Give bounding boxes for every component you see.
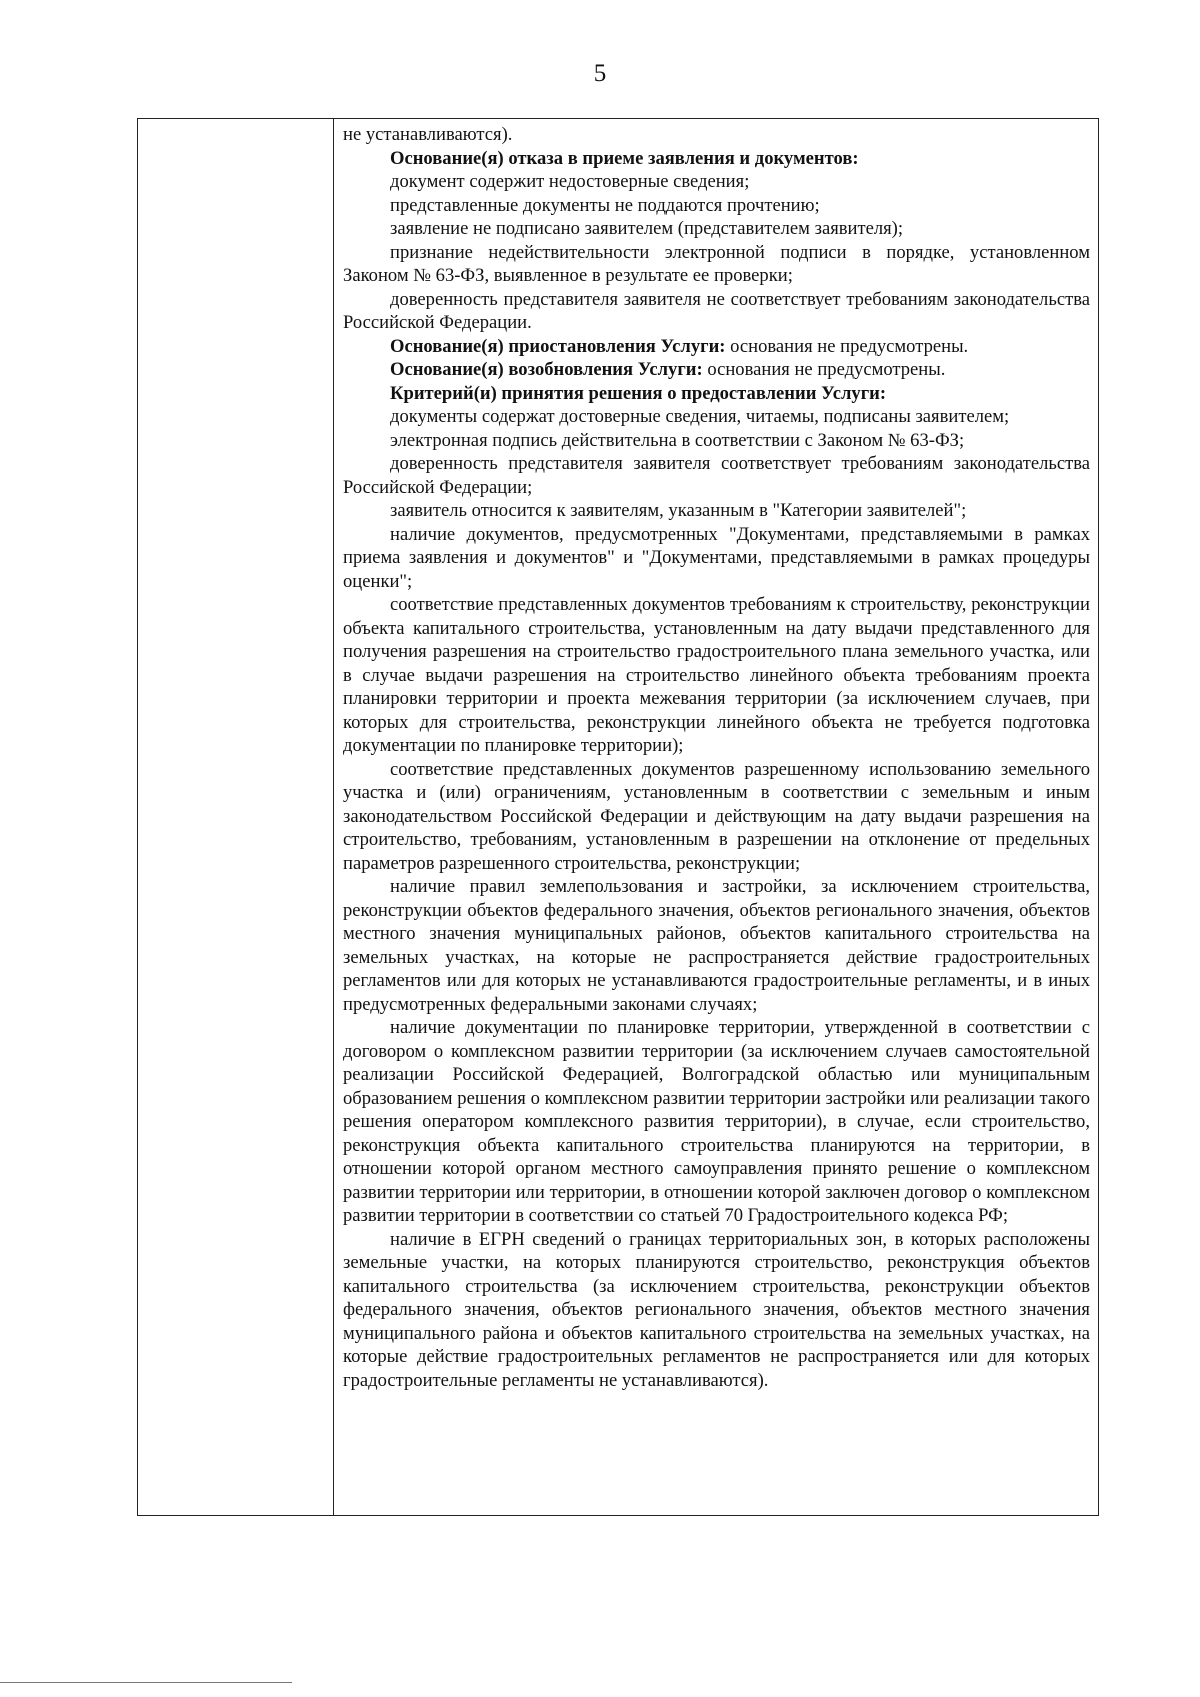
paragraph: заявление не подписано заявителем (представителем заявителя); [390,218,904,239]
paragraph: электронная подпись действительна в соответствии с Законом № 63-ФЗ; [390,429,965,451]
paragraph: доверенность представителя заявителя соответствует требованиям законодательства Российской Федерации; [343,453,1090,498]
paragraph: представленные документы не поддаются прочтению; [390,194,820,216]
document-table [137,118,1099,1516]
paragraph: наличие документов, предусмотренных "Документами, представляемыми в рамках приема заявления и документов" и "Документами, представляемыми в рамках процедуры оценки"; [343,523,1090,592]
heading-decision-criteria: Критерий(и) принятия решения о предоставлении Услуги: [390,382,887,404]
paragraph: доверенность представителя заявителя не соответствует требованиям законодательства Российской Федерации. [343,288,1090,333]
paragraph: заявитель относится к заявителям, указанным в "Категории заявителей"; [390,500,967,521]
paragraph: документы содержат достоверные сведения, читаемы, подписаны заявителем; [390,406,1010,427]
paragraph: наличие документации по планировке территории, утвержденной в соответствии с договором о комплексном развитии территории (за исключением случаев самостоятельной реализации Российской Федерацией, Волгоградской областью или муниципальным образованием решения о комплексном развитии территории застройки или реализации такого решения оператором комплексного развития территории), в случае, если строительство, реконструкция объекта капитального строительства планируются на территории, в отношении которой органом местного самоуправления принято решение о комплексном развитии территории или территории, в отношении которой заключен договор о комплексном развитии территории в соответствии со статьей 70 Градостроительного кодекса РФ; [343,1017,1090,1226]
paragraph: не устанавливаются). [343,124,513,145]
heading-suspension-grounds: Основание(я) приостановления Услуги: основания не предусмотрены. [390,335,969,357]
table-right-column [335,119,1098,1515]
table-left-column [138,119,334,1515]
paragraph: признание недействительности электронной подписи в порядке, установленном Законом № 63-ФЗ, выявленное в результате ее проверки; [343,241,1090,286]
paragraph: наличие в ЕГРН сведений о границах территориальных зон, в которых расположены земельные участки, на которых планируются строительство, реконструкция объектов капитального строительства (за исключением строительства, реконструкции объектов федерального значения, объектов регионального значения, объектов местного значения муниципального района и объектов капитального строительства на земельных участках, на которые действие градостроительных регламентов не распространяется или для которых градостроительные регламенты не устанавливаются). [343,1228,1090,1391]
scan-edge-line [0,1682,292,1683]
paragraph: соответствие представленных документов требованиям к строительству, реконструкции объекта капитального строительства, установленным на дату выдачи представленного для получения разрешения на строительство градостроительного плана земельного участка, или в случае выдачи разрешения на строительство линейного объекта требованиям проекта планировки территории и проекта межевания территории (за исключением случаев, при которых для строительства, реконструкции линейного объекта не требуется подготовка документации по планировке территории); [343,594,1090,756]
paragraph: наличие правил землепользования и застройки, за исключением строительства, реконструкции объектов федерального значения, объектов регионального значения, объектов местного значения муниципальных районов, объектов капитального строительства на земельных участках, на которые не распространяется действие градостроительных регламентов или для которых не устанавливаются градостроительные регламенты, и в иных предусмотренных федеральными законами случаях; [343,876,1090,1015]
paragraph: соответствие представленных документов разрешенному использованию земельного участка и (или) ограничениям, установленным в соответствии с земельным и иным законодательством Российской Федерации и действующим на дату выдачи разрешения на строительство, требованиям, установленным в разрешении на отклонение от предельных параметров разрешенного строительства, реконструкции; [343,758,1090,874]
page-number: 5 [593,60,607,87]
heading-refusal-grounds: Основание(я) отказа в приеме заявления и документов: [390,147,859,169]
heading-resumption-grounds: Основание(я) возобновления Услуги: основания не предусмотрены. [390,359,946,380]
paragraph: документ содержит недостоверные сведения; [390,171,750,192]
